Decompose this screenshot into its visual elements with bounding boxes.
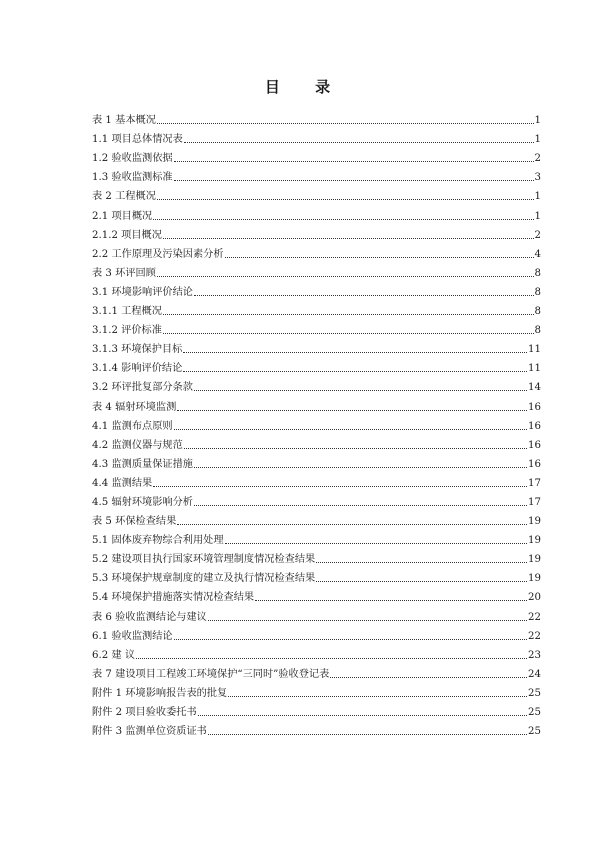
toc-entry-page-number: 8 [534, 306, 541, 318]
dot-leader [194, 295, 534, 296]
toc-entry[interactable] [92, 604, 541, 623]
toc-entry-page-number: 1 [534, 191, 541, 203]
toc-entry[interactable] [92, 299, 541, 318]
toc-entry[interactable] [92, 394, 541, 413]
dot-leader [157, 199, 534, 200]
toc-entry-page-number: 8 [534, 325, 541, 337]
toc-entry-label: 4.4 监测结果 [92, 477, 153, 489]
toc-entry-label: 4.1 监测布点原则 [92, 420, 173, 432]
dot-leader [153, 486, 527, 487]
toc-entry-page-number: 2 [534, 153, 541, 165]
dot-leader [174, 180, 534, 181]
toc-entry[interactable] [92, 452, 541, 471]
toc-entry-page-number: 20 [528, 592, 541, 604]
toc-entry[interactable] [92, 242, 541, 261]
dot-leader [174, 639, 527, 640]
toc-entry-page-number: 1 [534, 134, 541, 146]
toc-entry-label: 2.1 项目概况 [92, 210, 153, 222]
toc-entry-label: 1.1 项目总体情况表 [92, 134, 183, 146]
toc-entry[interactable] [92, 356, 541, 375]
toc-entry[interactable] [92, 719, 541, 738]
toc-entry-page-number: 19 [528, 573, 541, 585]
toc-entry-label: 附件 1 环境影响报告表的批复 [92, 687, 228, 699]
toc-entry-page-number: 1 [534, 210, 541, 222]
toc-entry[interactable] [92, 528, 541, 547]
dot-leader [177, 524, 527, 525]
toc-entry-page-number: 8 [534, 267, 541, 279]
toc-entry-label: 1.3 验收监测标准 [92, 172, 173, 184]
dot-leader [225, 543, 528, 544]
toc-entry[interactable] [92, 203, 541, 222]
toc-entry[interactable] [92, 471, 541, 490]
toc-entry[interactable] [92, 165, 541, 184]
toc-entry[interactable] [92, 223, 541, 242]
toc-entry-label: 4.3 监测质量保证措施 [92, 458, 193, 470]
toc-entry-page-number: 11 [528, 344, 541, 356]
dot-leader [183, 352, 527, 353]
toc-entry-page-number: 24 [528, 668, 541, 680]
toc-entry-page-number: 1 [534, 115, 541, 127]
dot-leader [255, 600, 527, 601]
toc-entry[interactable] [92, 375, 541, 394]
toc-entry-label: 5.4 环境保护措施落实情况检查结果 [92, 592, 255, 604]
dot-leader [194, 390, 527, 391]
toc-entry-page-number: 14 [528, 382, 541, 394]
dot-leader [157, 123, 534, 124]
toc-entry[interactable] [92, 662, 541, 681]
toc-entry-label: 表 5 环保检查结果 [92, 516, 177, 528]
toc-entry-label: 3.1.2 评价标准 [92, 325, 162, 337]
dot-leader [153, 219, 533, 220]
toc-entry[interactable] [92, 280, 541, 299]
dot-leader [316, 562, 527, 563]
toc-entry[interactable] [92, 127, 541, 146]
toc-entry[interactable] [92, 585, 541, 604]
toc-entry-page-number: 25 [528, 687, 541, 699]
toc-entry-label: 表 2 工程概况 [92, 191, 156, 203]
toc-entry[interactable] [92, 566, 541, 585]
toc-entry-label: 5.1 固体废弃物综合利用处理 [92, 535, 224, 547]
dot-leader [184, 448, 527, 449]
toc-entry-label: 3.2 环评批复部分条款 [92, 382, 193, 394]
toc-entry[interactable] [92, 509, 541, 528]
dot-leader [163, 314, 534, 315]
toc-entry[interactable] [92, 547, 541, 566]
toc-entry[interactable] [92, 337, 541, 356]
toc-entry-page-number: 16 [528, 458, 541, 470]
toc-entry-page-number: 16 [528, 420, 541, 432]
toc-entry-label: 5.2 建设项目执行国家环境管理制度情况检查结果 [92, 554, 316, 566]
toc-entry[interactable] [92, 108, 541, 127]
dot-leader [225, 257, 534, 258]
toc-entry-label: 4.2 监测仪器与规范 [92, 439, 183, 451]
toc-entry[interactable] [92, 433, 541, 452]
toc-entry[interactable] [92, 681, 541, 700]
toc-entry-label: 附件 2 项目验收委托书 [92, 707, 197, 718]
toc-entry-label: 表 4 辐射环境监测 [92, 401, 177, 413]
toc-entry-label: 6.2 建 议 [92, 649, 136, 661]
toc-entry-page-number: 16 [528, 401, 541, 413]
toc-entry-label: 表 6 验收监测结论与建议 [92, 611, 207, 623]
toc-entry-page-number: 22 [528, 630, 541, 642]
dot-leader [208, 620, 527, 621]
dot-leader [183, 371, 527, 372]
toc-entry[interactable] [92, 643, 541, 662]
toc-entry-page-number: 4 [534, 248, 541, 260]
toc-entry-label: 4.5 辐射环境影响分析 [92, 496, 193, 508]
toc-entry-page-number: 3 [534, 172, 541, 184]
dot-leader [208, 734, 527, 735]
toc-entry-label: 表 3 环评回顾 [92, 267, 156, 279]
toc-entry-label: 表 1 基本概况 [92, 115, 156, 127]
toc-entry-label: 6.1 验收监测结论 [92, 630, 173, 642]
toc-entry-page-number: 8 [534, 286, 541, 298]
table-of-contents [92, 108, 541, 738]
dot-leader [174, 429, 527, 430]
dot-leader [330, 677, 527, 678]
toc-entry[interactable] [92, 146, 541, 165]
dot-leader [163, 238, 534, 239]
toc-entry-label: 3.1.1 工程概况 [92, 306, 162, 318]
dot-leader [194, 505, 527, 506]
toc-entry[interactable] [92, 261, 541, 280]
toc-entry[interactable] [92, 700, 541, 719]
dot-leader [194, 467, 527, 468]
toc-entry-page-number: 25 [528, 726, 541, 738]
page-title: 目 录 [264, 78, 331, 96]
toc-entry-label: 3.1.3 环境保护目标 [92, 344, 183, 356]
toc-entry-label: 5.3 环境保护规章制度的建立及执行情况检查结果 [92, 573, 316, 585]
toc-entry-page-number: 17 [528, 496, 541, 508]
toc-entry[interactable] [92, 318, 541, 337]
toc-entry[interactable] [92, 184, 541, 203]
dot-leader [177, 410, 527, 411]
dot-leader [228, 696, 527, 697]
dot-leader [174, 161, 534, 162]
dot-leader [136, 658, 527, 659]
toc-entry-page-number: 19 [528, 516, 541, 528]
dot-leader [184, 142, 534, 143]
toc-entry-page-number: 19 [528, 554, 541, 566]
toc-entry-page-number: 2 [534, 229, 541, 241]
toc-entry-page-number: 19 [528, 535, 541, 547]
toc-entry-page-number: 11 [528, 363, 541, 375]
toc-entry-page-number: 25 [528, 707, 541, 718]
dot-leader [316, 581, 527, 582]
toc-entry[interactable] [92, 490, 541, 509]
toc-entry-label: 附件 3 监测单位资质证书 [92, 726, 207, 738]
toc-entry-label: 2.2 工作原理及污染因素分析 [92, 248, 224, 260]
dot-leader [198, 715, 527, 716]
dot-leader [163, 333, 534, 334]
toc-entry[interactable] [92, 414, 541, 433]
toc-entry-label: 2.1.2 项目概况 [92, 229, 162, 241]
toc-entry[interactable] [92, 624, 541, 643]
toc-entry-page-number: 22 [528, 611, 541, 623]
toc-entry-page-number: 23 [528, 649, 541, 661]
dot-leader [157, 276, 534, 277]
toc-entry-label: 1.2 验收监测依据 [92, 153, 173, 165]
toc-entry-label: 3.1.4 影响评价结论 [92, 363, 183, 375]
toc-entry-label: 表 7 建设项目工程竣工环境保护“三同时”验收登记表 [92, 668, 330, 680]
toc-entry-label: 3.1 环境影响评价结论 [92, 286, 193, 298]
toc-entry-page-number: 17 [528, 477, 541, 489]
toc-entry-page-number: 16 [528, 439, 541, 451]
